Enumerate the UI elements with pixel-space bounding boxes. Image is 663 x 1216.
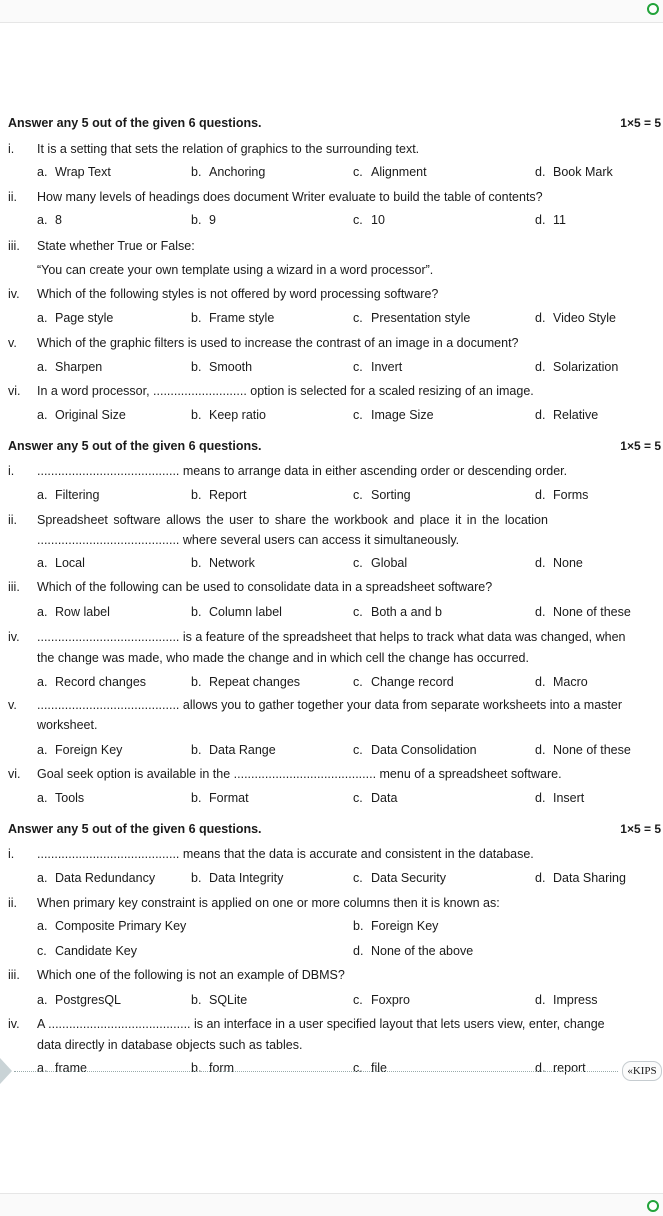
option-letter: c. (353, 675, 363, 689)
answer-option[interactable] (535, 993, 597, 1007)
question-text: Spreadsheet software allows the user to share the workbook and place it in the location (37, 513, 548, 527)
option-letter: b. (191, 488, 202, 502)
answer-option[interactable] (353, 675, 454, 689)
question-number: v. (8, 698, 17, 712)
option-letter: b. (191, 871, 202, 885)
option-text: Tools (55, 791, 85, 805)
option-text: 10 (371, 213, 385, 227)
answer-option[interactable] (191, 791, 249, 805)
option-letter: c. (37, 944, 47, 958)
option-letter: a. (37, 556, 48, 570)
option-text: None of these (553, 743, 631, 757)
option-letter: b. (191, 675, 202, 689)
option-text: Filtering (55, 488, 100, 502)
option-letter: b. (191, 993, 202, 1007)
question-text: ......................................... means that the data is accurate and consistent in the database. (37, 847, 534, 861)
option-letter: d. (535, 605, 546, 619)
footer-divider (14, 1071, 618, 1072)
option-text: Macro (553, 675, 588, 689)
question-number: ii. (8, 190, 18, 204)
question-text: It is a setting that sets the relation of graphics to the surrounding text. (37, 142, 420, 156)
question-text: data directly in database objects such as tables. (37, 1038, 303, 1052)
answer-option[interactable] (191, 165, 265, 179)
option-letter: a. (37, 408, 48, 422)
option-text: Column label (209, 605, 282, 619)
option-text: Repeat changes (209, 675, 301, 689)
question-number: ii. (8, 896, 18, 910)
option-text: PostgresQL (55, 993, 122, 1007)
answer-option[interactable] (37, 871, 155, 885)
answer-option[interactable] (37, 408, 126, 422)
option-letter: d. (535, 743, 546, 757)
option-letter: d. (535, 556, 546, 570)
answer-option[interactable] (535, 165, 613, 179)
option-text: Anchoring (209, 165, 266, 179)
answer-option[interactable] (353, 556, 407, 570)
option-text: Foxpro (371, 993, 410, 1007)
publisher-logo: «KIPS (622, 1061, 662, 1081)
answer-option[interactable] (353, 213, 385, 227)
answer-option[interactable] (37, 791, 84, 805)
question-text: Goal seek option is available in the ......................................... menu of a spreadsheet software. (37, 767, 562, 781)
question-text: State whether True or False: (37, 239, 195, 253)
answer-option[interactable] (37, 993, 121, 1007)
question-text: the change was made, who made the change and in which cell the change has occurred. (37, 651, 529, 665)
option-letter: a. (37, 675, 48, 689)
option-letter: d. (535, 408, 546, 422)
answer-option[interactable] (535, 605, 631, 619)
bottom-toolbar-strip (0, 1193, 663, 1216)
option-text: Candidate Key (55, 944, 138, 958)
answer-option[interactable] (37, 944, 137, 958)
option-text: 11 (553, 213, 566, 227)
answer-option[interactable] (353, 944, 473, 958)
answer-option[interactable] (353, 871, 446, 885)
option-letter: b. (191, 165, 202, 179)
option-letter: b. (191, 360, 202, 374)
option-letter: b. (191, 408, 202, 422)
option-letter: b. (191, 1061, 202, 1075)
answer-option[interactable] (37, 556, 85, 570)
option-letter: b. (191, 213, 202, 227)
question-text: Which of the graphic filters is used to increase the contrast of an image in a document? (37, 336, 519, 350)
option-text: Data (371, 791, 398, 805)
status-dot-icon (647, 3, 659, 15)
answer-option[interactable] (353, 1061, 387, 1075)
option-text: SQLite (209, 993, 248, 1007)
option-text: Row label (55, 605, 110, 619)
answer-option[interactable] (353, 408, 434, 422)
option-letter: c. (353, 605, 363, 619)
option-letter: c. (353, 1061, 363, 1075)
option-text: Image Size (371, 408, 434, 422)
question-text: ......................................... allows you to gather together your data from separate worksheets into a master (37, 698, 622, 712)
option-text: Solarization (553, 360, 619, 374)
option-text: Data Integrity (209, 871, 284, 885)
option-text: Presentation style (371, 311, 471, 325)
answer-option[interactable] (191, 213, 216, 227)
option-letter: a. (37, 311, 48, 325)
answer-option[interactable] (191, 993, 247, 1007)
option-letter: a. (37, 791, 48, 805)
answer-option[interactable] (535, 488, 588, 502)
option-text: file (371, 1061, 387, 1075)
option-text: 8 (55, 213, 62, 227)
option-text: Data Security (371, 871, 447, 885)
answer-option[interactable] (37, 311, 113, 325)
option-text: Sharpen (55, 360, 103, 374)
option-text: Record changes (55, 675, 147, 689)
option-text: None of these (553, 605, 631, 619)
option-text: Network (209, 556, 255, 570)
option-letter: d. (535, 213, 546, 227)
option-text: Local (55, 556, 85, 570)
option-letter: d. (535, 311, 546, 325)
answer-option[interactable] (191, 743, 276, 757)
option-text: form (209, 1061, 234, 1075)
option-text: Data Redundancy (55, 871, 156, 885)
question-number: iii. (8, 239, 20, 253)
option-letter: c. (353, 743, 363, 757)
answer-option[interactable] (191, 871, 283, 885)
answer-option[interactable] (535, 408, 598, 422)
answer-option[interactable] (37, 675, 146, 689)
page-turn-arrow-icon[interactable] (0, 1058, 12, 1084)
option-text: Video Style (553, 311, 617, 325)
answer-option[interactable] (535, 360, 618, 374)
question-text: ......................................... is a feature of the spreadsheet that helps to track what data was changed, when (37, 630, 626, 644)
question-text: Which of the following can be used to consolidate data in a spreadsheet software? (37, 580, 493, 594)
answer-option[interactable] (191, 311, 274, 325)
question-number: iii. (8, 968, 20, 982)
answer-option[interactable] (353, 743, 477, 757)
option-letter: b. (191, 556, 202, 570)
section-marks: 1×5 = 5 (620, 822, 661, 836)
question-number: iv. (8, 1017, 20, 1031)
option-text: Change record (371, 675, 454, 689)
option-text: None (553, 556, 583, 570)
option-text: Sorting (371, 488, 411, 502)
option-text: Frame style (209, 311, 275, 325)
option-letter: c. (353, 488, 363, 502)
option-letter: d. (535, 360, 546, 374)
question-text: “You can create your own template using a wizard in a word processor”. (37, 263, 434, 277)
option-text: Wrap Text (55, 165, 111, 179)
answer-option[interactable] (191, 360, 252, 374)
answer-option[interactable] (191, 408, 266, 422)
option-text: None of the above (371, 944, 474, 958)
answer-option[interactable] (191, 488, 247, 502)
option-letter: c. (353, 311, 363, 325)
question-number: ii. (8, 513, 18, 527)
option-letter: c. (353, 213, 363, 227)
answer-option[interactable] (37, 165, 111, 179)
question-number: i. (8, 142, 15, 156)
answer-option[interactable] (535, 311, 616, 325)
option-letter: a. (37, 165, 48, 179)
question-text: ......................................... means to arrange data in either ascending order or descending order. (37, 464, 568, 478)
answer-option[interactable] (535, 556, 583, 570)
option-text: Insert (553, 791, 585, 805)
answer-option[interactable] (37, 919, 186, 933)
answer-option[interactable] (191, 1061, 234, 1075)
question-number: iv. (8, 287, 20, 301)
answer-option[interactable] (353, 993, 410, 1007)
answer-option[interactable] (535, 213, 566, 227)
option-letter: d. (353, 944, 364, 958)
option-letter: a. (37, 919, 48, 933)
option-text: Original Size (55, 408, 126, 422)
option-letter: c. (353, 360, 363, 374)
option-letter: b. (353, 919, 364, 933)
option-letter: a. (37, 605, 48, 619)
answer-option[interactable] (353, 488, 411, 502)
question-text: worksheet. (37, 718, 98, 732)
question-text: A ......................................... is an interface in a user specified layout that lets users view, enter, change (37, 1017, 605, 1031)
section-heading: Answer any 5 out of the given 6 questions. (8, 439, 262, 453)
answer-option[interactable] (37, 743, 122, 757)
answer-option[interactable] (535, 743, 631, 757)
answer-option[interactable] (353, 919, 438, 933)
answer-option[interactable] (353, 311, 470, 325)
option-letter: d. (535, 1061, 546, 1075)
question-number: v. (8, 336, 17, 350)
option-text: Data Sharing (553, 871, 626, 885)
option-letter: c. (353, 165, 363, 179)
question-number: i. (8, 847, 15, 861)
question-text: Which one of the following is not an example of DBMS? (37, 968, 345, 982)
option-letter: a. (37, 360, 48, 374)
option-letter: c. (353, 408, 363, 422)
option-text: Global (371, 556, 408, 570)
option-text: Data Consolidation (371, 743, 477, 757)
question-text: How many levels of headings does document Writer evaluate to build the table of contents? (37, 190, 543, 204)
option-text: report (553, 1061, 586, 1075)
option-text: Invert (371, 360, 403, 374)
answer-option[interactable] (191, 556, 255, 570)
answer-option[interactable] (535, 1061, 586, 1075)
option-text: Foreign Key (55, 743, 123, 757)
answer-option[interactable] (191, 605, 282, 619)
section-heading: Answer any 5 out of the given 6 questions. (8, 116, 262, 130)
option-letter: a. (37, 743, 48, 757)
option-text: Smooth (209, 360, 253, 374)
section-marks: 1×5 = 5 (620, 439, 661, 453)
question-text: Which of the following styles is not offered by word processing software? (37, 287, 439, 301)
answer-option[interactable] (353, 360, 402, 374)
question-text: When primary key constraint is applied on one or more columns then it is known as: (37, 896, 500, 910)
option-letter: d. (535, 993, 546, 1007)
option-letter: a. (37, 871, 48, 885)
option-letter: c. (353, 556, 363, 570)
option-letter: b. (191, 605, 202, 619)
option-letter: c. (353, 993, 363, 1007)
option-letter: b. (191, 311, 202, 325)
answer-option[interactable] (37, 213, 62, 227)
answer-option[interactable] (353, 165, 427, 179)
option-letter: a. (37, 993, 48, 1007)
top-toolbar-strip (0, 0, 663, 23)
question-number: i. (8, 464, 15, 478)
option-text: Alignment (371, 165, 427, 179)
option-text: Relative (553, 408, 599, 422)
option-letter: c. (353, 791, 363, 805)
question-number: vi. (8, 384, 21, 398)
option-text: 9 (209, 213, 216, 227)
option-text: Impress (553, 993, 598, 1007)
status-dot-icon (647, 1200, 659, 1212)
question-number: vi. (8, 767, 21, 781)
answer-option[interactable] (535, 675, 588, 689)
answer-option[interactable] (37, 360, 102, 374)
option-text: Both a and b (371, 605, 442, 619)
answer-option[interactable] (191, 675, 300, 689)
answer-option[interactable] (353, 791, 397, 805)
section-heading: Answer any 5 out of the given 6 questions. (8, 822, 262, 836)
answer-option[interactable] (535, 871, 626, 885)
option-letter: a. (37, 213, 48, 227)
question-text: ......................................... where several users can access it simultaneously. (37, 533, 460, 547)
option-text: Report (209, 488, 247, 502)
option-letter: a. (37, 488, 48, 502)
question-number: iv. (8, 630, 20, 644)
option-text: Composite Primary Key (55, 919, 187, 933)
option-letter: b. (191, 743, 202, 757)
option-letter: d. (535, 488, 546, 502)
option-text: frame (55, 1061, 87, 1075)
option-text: Format (209, 791, 249, 805)
option-letter: d. (535, 871, 546, 885)
section-marks: 1×5 = 5 (620, 116, 661, 130)
option-letter: c. (353, 871, 363, 885)
option-letter: d. (535, 791, 546, 805)
option-letter: b. (191, 791, 202, 805)
option-text: Book Mark (553, 165, 613, 179)
option-text: Data Range (209, 743, 276, 757)
answer-option[interactable] (353, 605, 442, 619)
option-text: Keep ratio (209, 408, 266, 422)
option-text: Page style (55, 311, 114, 325)
answer-option[interactable] (535, 791, 584, 805)
option-letter: a. (37, 1061, 48, 1075)
answer-option[interactable] (37, 488, 99, 502)
question-text: In a word processor, ........................... option is selected for a scaled resizing of an image. (37, 384, 534, 398)
option-letter: d. (535, 675, 546, 689)
question-number: iii. (8, 580, 20, 594)
option-text: Forms (553, 488, 589, 502)
option-letter: d. (535, 165, 546, 179)
option-text: Foreign Key (371, 919, 439, 933)
answer-option[interactable] (37, 1061, 87, 1075)
answer-option[interactable] (37, 605, 110, 619)
